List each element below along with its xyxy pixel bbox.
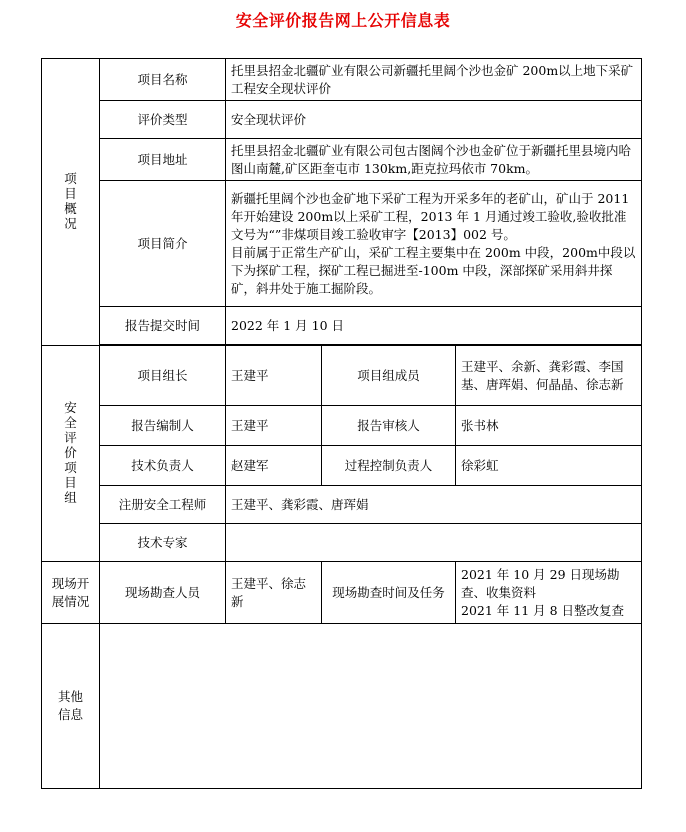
submit-date-label: 报告提交时间 <box>100 307 226 345</box>
report-author-value: 王建平 <box>226 406 322 446</box>
eval-type-label: 评价类型 <box>100 101 226 139</box>
site-section-label: 现场开展情况 <box>42 562 100 624</box>
safety-engineer-value: 王建平、龚彩霞、唐珲娟 <box>226 486 642 524</box>
project-intro-paragraph-2: 目前属于正常生产矿山，采矿工程主要集中在 200m 中段，200m中段以下为探矿工程，探矿工程已掘进至-100m 中段，深部探矿采用斜井探矿，斜井处于施工掘阶段。 <box>231 244 636 296</box>
team-leader-value: 王建平 <box>226 346 322 406</box>
project-intro-value <box>226 181 642 307</box>
eval-type-value: 安全现状评价 <box>226 101 642 139</box>
page-title: 安全评价报告网上公开信息表 <box>235 11 451 30</box>
tech-expert-label: 技术专家 <box>100 524 226 562</box>
site-survey-time-label: 现场勘查时间及任务 <box>322 562 456 624</box>
project-name-label: 项目名称 <box>100 59 226 101</box>
report-reviewer-label: 报告审核人 <box>322 406 456 446</box>
project-address-value: 托里县招金北疆矿业有限公司包古图阔个沙也金矿位于新疆托里县境内哈图山南麓,矿区距奎屯市 130km,距克拉玛依市 70km。 <box>226 139 642 181</box>
tech-lead-value: 赵建军 <box>226 446 322 486</box>
other-section-label: 其他信息 <box>42 624 100 789</box>
site-survey-time-value <box>456 562 642 624</box>
site-survey-time-line-1: 2021 年 10 月 29 日现场勘查、收集资料 <box>461 566 620 600</box>
team-section-label: 安全评价项目组 <box>42 346 100 562</box>
report-author-label: 报告编制人 <box>100 406 226 446</box>
info-table <box>41 58 642 789</box>
safety-engineer-label: 注册安全工程师 <box>100 486 226 524</box>
report-reviewer-value: 张书林 <box>456 406 642 446</box>
other-info-value <box>100 624 642 789</box>
process-control-value: 徐彩虹 <box>456 446 642 486</box>
team-members-value: 王建平、余新、龚彩霞、李国基、唐珲娟、何晶晶、徐志新 <box>456 346 642 406</box>
tech-lead-label: 技术负责人 <box>100 446 226 486</box>
project-address-label: 项目地址 <box>100 139 226 181</box>
project-intro-paragraph-1: 新疆托里阔个沙也金矿地下采矿工程为开采多年的老矿山，矿山于 2011 年开始建设 200m以上采矿工程，2013 年 1 月通过竣工验收,验收批准文号为“”非煤项目竣工验收审字【2013】002 号。 <box>231 190 630 242</box>
team-leader-label: 项目组长 <box>100 346 226 406</box>
team-members-label: 项目组成员 <box>322 346 456 406</box>
tech-expert-value <box>226 524 642 562</box>
site-survey-people-value: 王建平、徐志新 <box>226 562 322 624</box>
project-name-value: 托里县招金北疆矿业有限公司新疆托里阔个沙也金矿 200m以上地下采矿工程安全现状评价 <box>226 59 642 101</box>
site-survey-people-label: 现场勘查人员 <box>100 562 226 624</box>
project-intro-label: 项目简介 <box>100 181 226 307</box>
site-survey-time-line-2: 2021 年 11 月 8 日整改复查 <box>461 602 625 618</box>
process-control-label: 过程控制负责人 <box>322 446 456 486</box>
submit-date-value: 2022 年 1 月 10 日 <box>226 307 642 345</box>
overview-section-label: 项目概况 <box>42 59 100 346</box>
